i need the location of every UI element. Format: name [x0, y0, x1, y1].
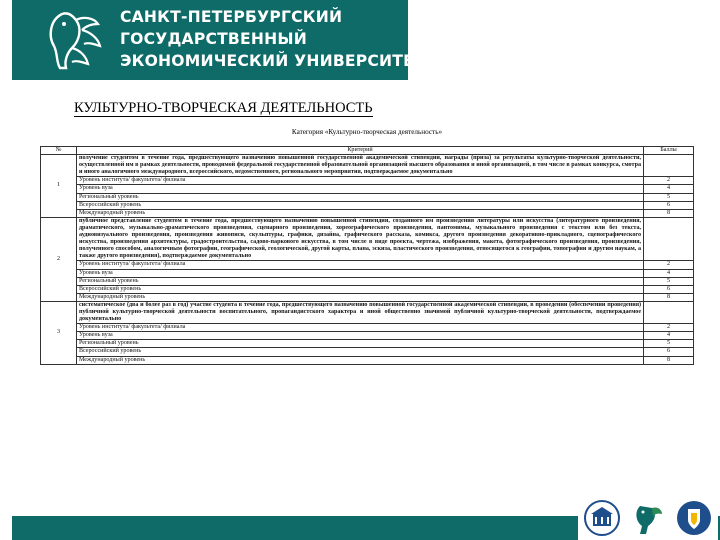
griffin-emblem-icon [628, 498, 668, 538]
level-label: Всероссийский уровень [76, 285, 643, 293]
level-label: Уровень института/ факультета/ филиала [76, 177, 643, 185]
criteria-document [40, 124, 694, 472]
table-row [41, 185, 694, 193]
level-label: Уровень вуза [76, 332, 643, 340]
level-points: 6 [644, 201, 694, 209]
level-label: Региональный уровень [76, 193, 643, 201]
criterion-description: публичное представление студентом в течение года, предшествующего назначению повышенной стипендии, созданного им произведения литературы или искусства (литературного произведения, драматического, музыкально-драматического произведения, сценарного произведения, хореографического произведения, пантомимы, музыкального произведения с текстом или без текста, аудиовизуального произведения, произведения живописи, скульптуры, графики, дизайна, графического рассказа, комикса, другого произведения декоративно-прикладного, сценографического искусства, произведения архитектуры, градостроительства, садово-паркового искусства, в том числе в виде проекта, чертежа, изображения, макета, фотографического произведения, произведения, полученного способом, аналогичным фотографии, географической, геологической, другой карты, плана, эскиза, пластического произведения, относящегося к географии, топографии и другим наукам, а также другого произведения), подтверждаемое документально [76, 217, 643, 261]
level-label: Уровень института/ факультета/ филиала [76, 261, 643, 269]
level-label: Международный уровень [76, 293, 643, 301]
level-label: Всероссийский уровень [76, 348, 643, 356]
level-label: Международный уровень [76, 356, 643, 364]
university-header-band [12, 0, 425, 80]
table-row [41, 348, 694, 356]
table-row [41, 201, 694, 209]
table-row [41, 301, 694, 323]
criterion-number: 1 [41, 155, 77, 218]
table-row [41, 193, 694, 201]
university-name-line-1: САНКТ-ПЕТЕРБУРГСКИЙ [120, 8, 343, 26]
shield-emblem-icon [674, 498, 714, 538]
level-points: 6 [644, 348, 694, 356]
level-label: Уровень вуза [76, 185, 643, 193]
table-row [41, 293, 694, 301]
criterion-description: получение студентом в течение года, предшествующего назначению повышенной государственной академической стипендии, награды (приза) за результаты культурно-творческой деятельности, осуществленной им в рамках деятельности, проводимой федеральной государственной образовательной организацией высшего образования и иной организацией, в том числе в рамках конкурса, смотра и иного аналогичного международного, всероссийского, ведомственного, регионального мероприятия, подтверждаемое документально [76, 155, 643, 177]
level-points: 4 [644, 269, 694, 277]
level-points: 2 [644, 324, 694, 332]
level-label: Региональный уровень [76, 340, 643, 348]
level-points: 8 [644, 209, 694, 217]
table-row [41, 340, 694, 348]
criteria-table [40, 146, 694, 365]
level-label: Региональный уровень [76, 277, 643, 285]
level-points: 2 [644, 177, 694, 185]
level-points: 5 [644, 277, 694, 285]
table-row [41, 332, 694, 340]
table-header-row [41, 147, 694, 155]
level-label: Международный уровень [76, 209, 643, 217]
criterion-description: систематическое (два и более раз в год) участие студента в течение года, предшествующего назначению повышенной государственной академической стипендии, в проведении (обеспечении проведения) публичной культурно-творческой деятельности воспитательного, пропагандистского характера и иной общественно значимой публичной культурно-творческой деятельности, подтверждаемое документально [76, 301, 643, 323]
university-emblem-icon [582, 498, 622, 538]
level-points: 8 [644, 356, 694, 364]
level-points: 4 [644, 332, 694, 340]
column-header-points: Баллы [644, 147, 694, 155]
level-points: 5 [644, 340, 694, 348]
table-row [41, 209, 694, 217]
level-points: 5 [644, 193, 694, 201]
level-points: 6 [644, 285, 694, 293]
document-heading: Категория «Культурно-творческая деятельность» [291, 128, 443, 136]
level-label: Уровень института/ факультета/ филиала [76, 324, 643, 332]
table-row [41, 285, 694, 293]
level-points: 4 [644, 185, 694, 193]
table-row [41, 356, 694, 364]
table-row [41, 324, 694, 332]
level-points: 8 [644, 293, 694, 301]
criterion-number: 2 [41, 217, 77, 301]
table-row [41, 217, 694, 261]
partner-logos [578, 494, 718, 540]
table-row [41, 177, 694, 185]
university-name [120, 6, 425, 72]
level-label: Всероссийский уровень [76, 201, 643, 209]
table-row [41, 261, 694, 269]
table-row [41, 277, 694, 285]
table-row [41, 155, 694, 177]
griffin-logo-icon [42, 6, 112, 74]
criterion-number: 3 [41, 301, 77, 364]
university-name-line-3: ЭКОНОМИЧЕСКИЙ УНИВЕРСИТЕТ [120, 52, 425, 70]
column-header-number: № [41, 147, 77, 155]
column-header-criterion: Критерий [76, 147, 643, 155]
university-name-line-2: ГОСУДАРСТВЕННЫЙ [120, 30, 307, 48]
table-row [41, 269, 694, 277]
level-points: 2 [644, 261, 694, 269]
level-label: Уровень вуза [76, 269, 643, 277]
slide-title: КУЛЬТУРНО-ТВОРЧЕСКАЯ ДЕЯТЕЛЬНОСТЬ [74, 100, 373, 116]
